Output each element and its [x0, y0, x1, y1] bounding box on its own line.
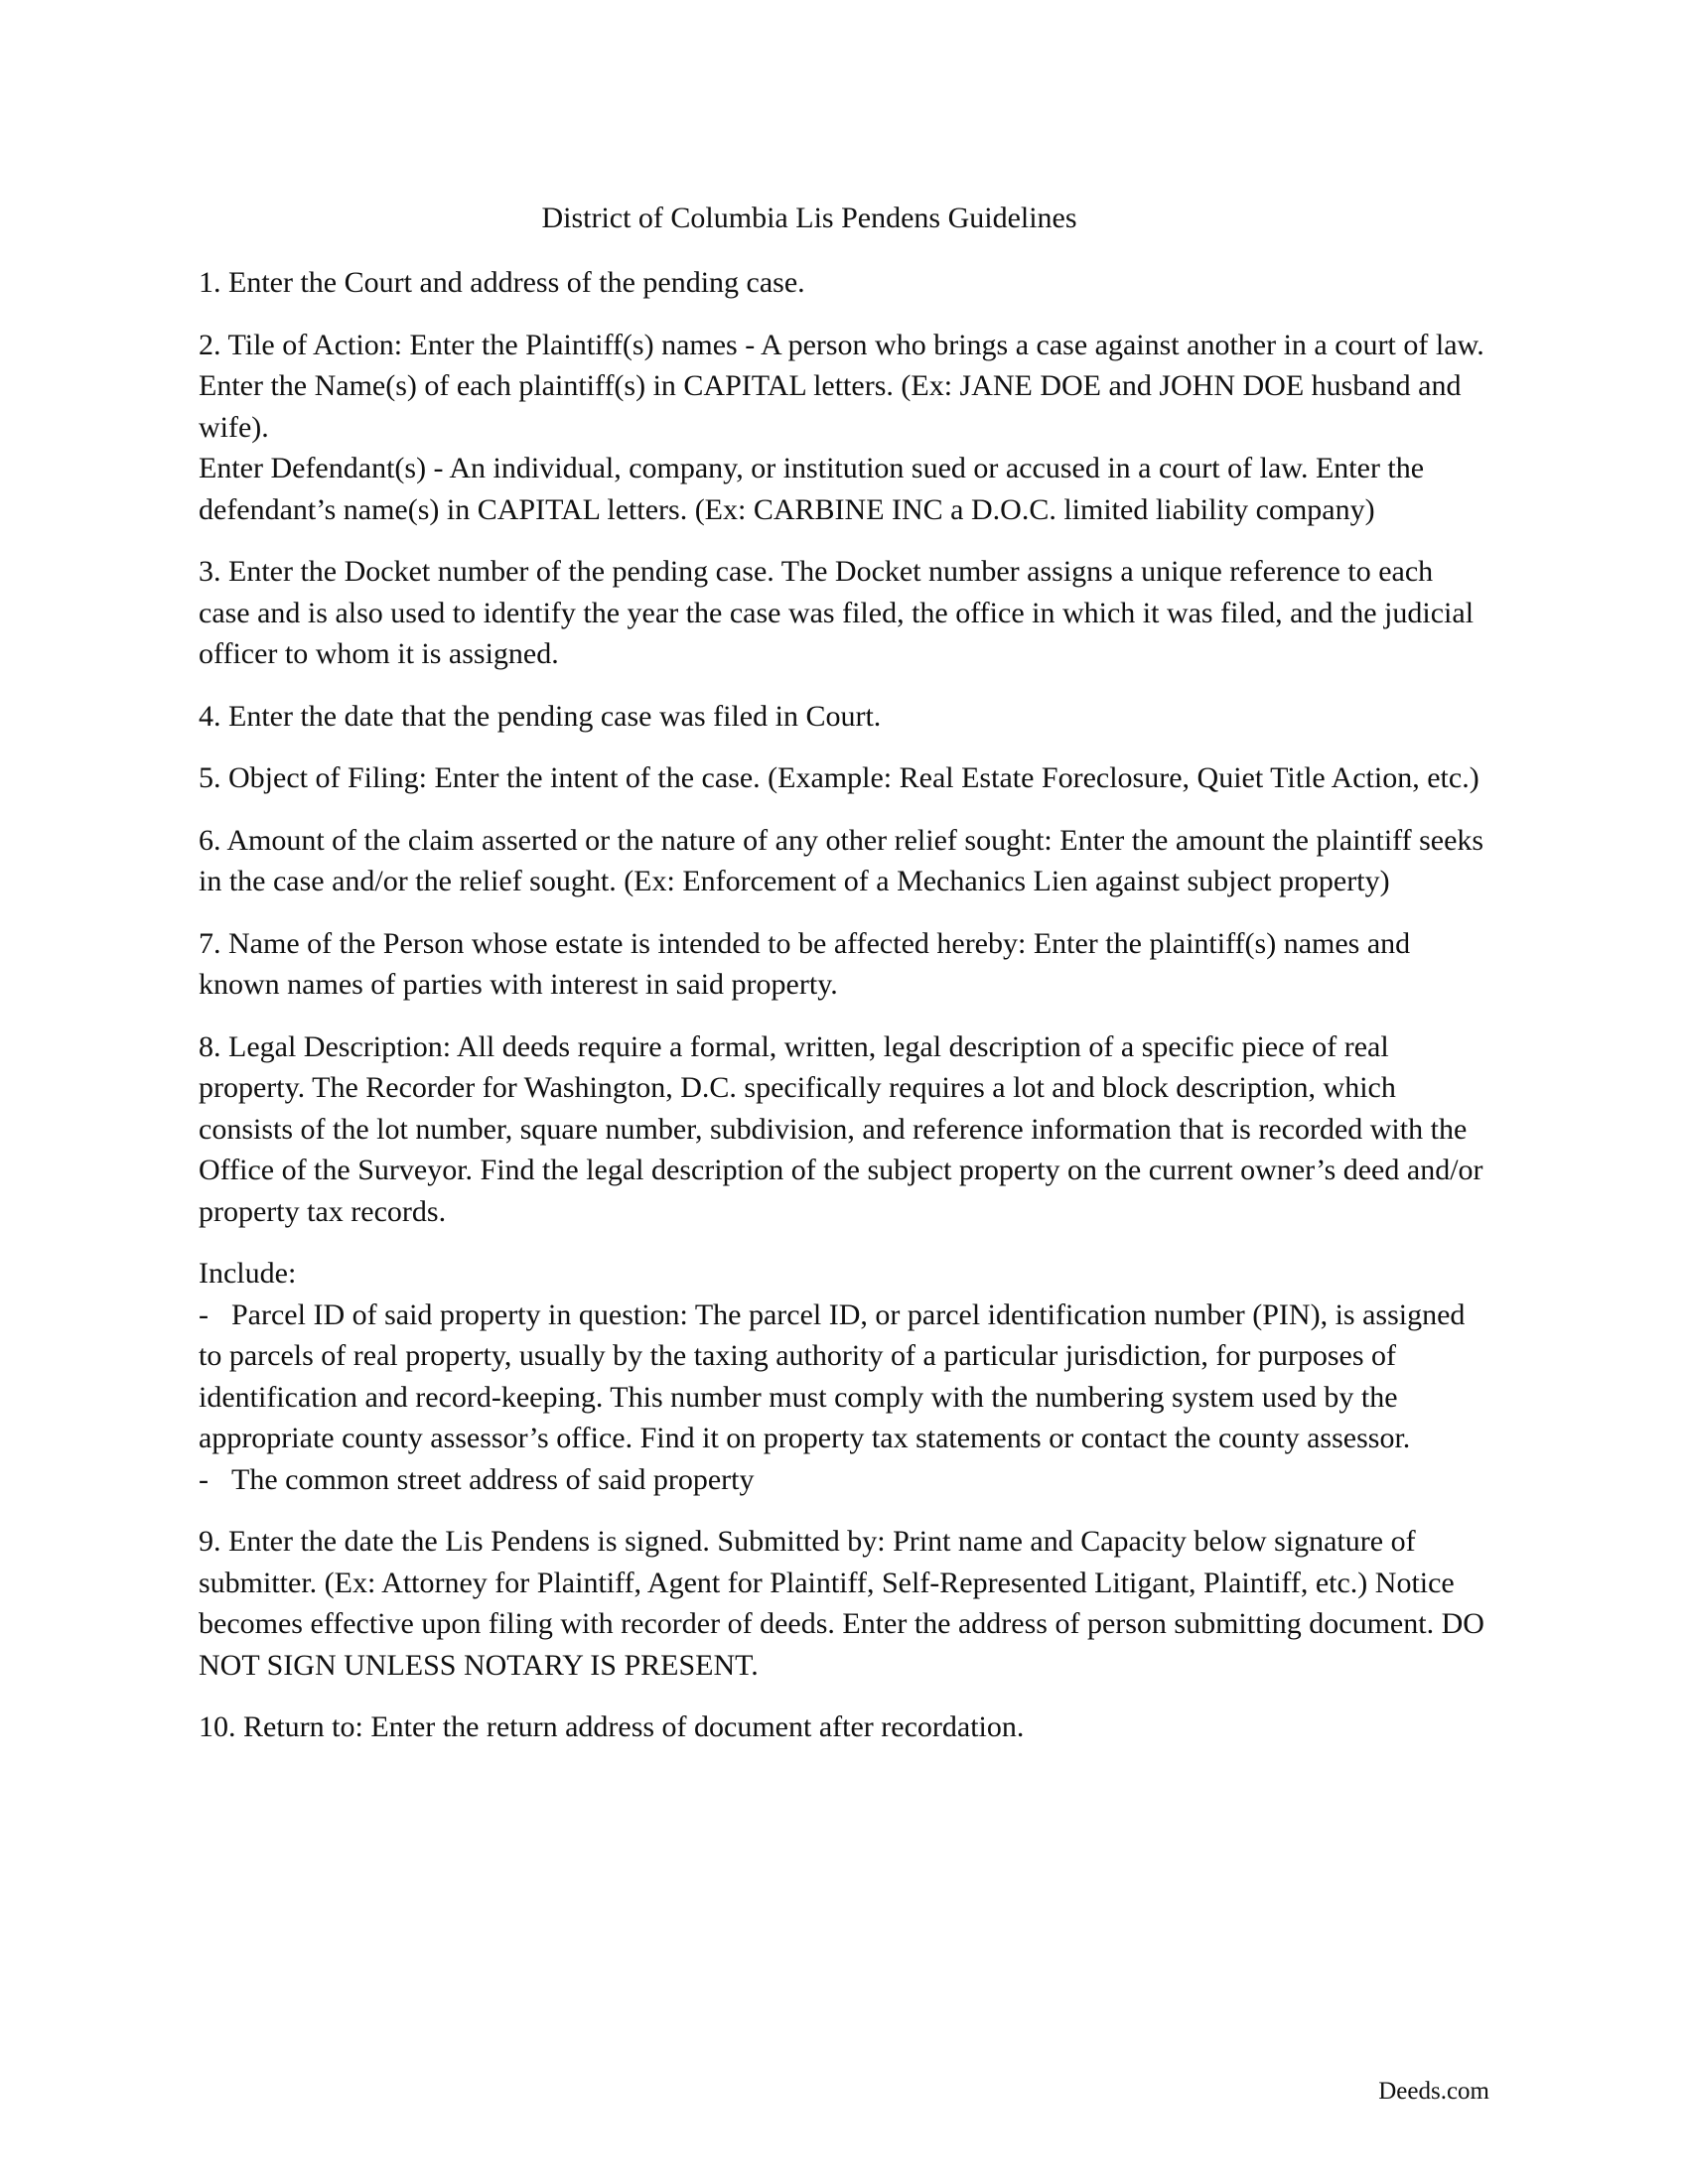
guideline-item-5: [199, 757, 1489, 799]
guideline-item-2: [199, 325, 1489, 531]
include-label: Include:: [199, 1257, 297, 1290]
guideline-item-9: [199, 1521, 1489, 1686]
guideline-item-1: [199, 262, 1489, 304]
page-title: District of Columbia Lis Pendens Guidelines: [541, 202, 1077, 234]
bullet-text: The common street address of said property: [231, 1462, 755, 1496]
guideline-text-plaintiff: 2. Tile of Action: Enter the Plaintiff(s) names - A person who brings a case against another in a court of law. Enter the Name(s) of each plaintiff(s) in CAPITAL letters. (Ex: JANE DOE and JOHN DOE husband and wife).: [199, 328, 1484, 444]
bullet-text: Parcel ID of said property in question: The parcel ID, or parcel identification number (PIN), is assigned to parcels of real property, usually by the taxing authority of a particular jurisdiction, for purposes of identification and record-keeping. This number must comply with the numbering system used by the appropriate county assessor’s office. Find it on property tax statements or contact the county assessor.: [199, 1297, 1466, 1454]
guideline-item-7: [199, 923, 1489, 1006]
guideline-text: 5. Object of Filing: Enter the intent of the case. (Example: Real Estate Foreclosure, Quiet Title Action, etc.): [199, 761, 1479, 794]
footer-brand: Deeds.com: [1378, 2078, 1489, 2105]
guideline-text-defendant: Enter Defendant(s) - An individual, company, or institution sued or accused in a court of law. Enter the defendant’s name(s) in CAPITAL letters. (Ex: CARBINE INC a D.O.C. limited liability company): [199, 452, 1425, 526]
guideline-item-8: [199, 1026, 1489, 1233]
guideline-item-6: [199, 820, 1489, 902]
guideline-text: 10. Return to: Enter the return address of document after recordation.: [199, 1710, 1025, 1743]
guidelines-body: [199, 262, 1489, 1769]
guideline-item-3: [199, 551, 1489, 675]
include-bullet-street-address: [199, 1459, 1489, 1501]
guideline-text: 9. Enter the date the Lis Pendens is signed. Submitted by: Print name and Capacity below signature of submitter. (Ex: Attorney for Plaintiff, Agent for Plaintiff, Self-Represented Litigant, Plaintiff, etc.) Notice becomes effective upon filing with recorder of deeds. Enter the address of person submitting document. DO NOT SIGN UNLESS NOTARY IS PRESENT.: [199, 1525, 1484, 1682]
include-section: [199, 1253, 1489, 1500]
bullet-dash: -: [199, 1297, 209, 1331]
include-bullet-parcel-id: [199, 1295, 1489, 1459]
guideline-text: 7. Name of the Person whose estate is intended to be affected hereby: Enter the plaintiff(s) names and known names of parties with interest in said property.: [199, 926, 1411, 1001]
guideline-text: 3. Enter the Docket number of the pending case. The Docket number assigns a unique reference to each case and is also used to identify the year the case was filed, the office in which it was filed, and the judicial officer to whom it is assigned.: [199, 555, 1475, 670]
guideline-text: 4. Enter the date that the pending case was filed in Court.: [199, 699, 882, 733]
guideline-text: 8. Legal Description: All deeds require a formal, written, legal description of a specific piece of real property. The Recorder for Washington, D.C. specifically requires a lot and block description, which consists of the lot number, square number, subdivision, and reference information that is recorded with the Office of the Surveyor. Find the legal description of the subject property on the current owner’s deed and/or property tax records.: [199, 1029, 1483, 1228]
guideline-text: 1. Enter the Court and address of the pending case.: [199, 266, 805, 299]
bullet-dash: -: [199, 1462, 209, 1496]
guideline-item-4: [199, 696, 1489, 738]
guideline-text: 6. Amount of the claim asserted or the nature of any other relief sought: Enter the amount the plaintiff seeks in the case and/or the relief sought. (Ex: Enforcement of a Mechanics Lien against subject property): [199, 823, 1484, 897]
guideline-item-10: [199, 1706, 1489, 1748]
